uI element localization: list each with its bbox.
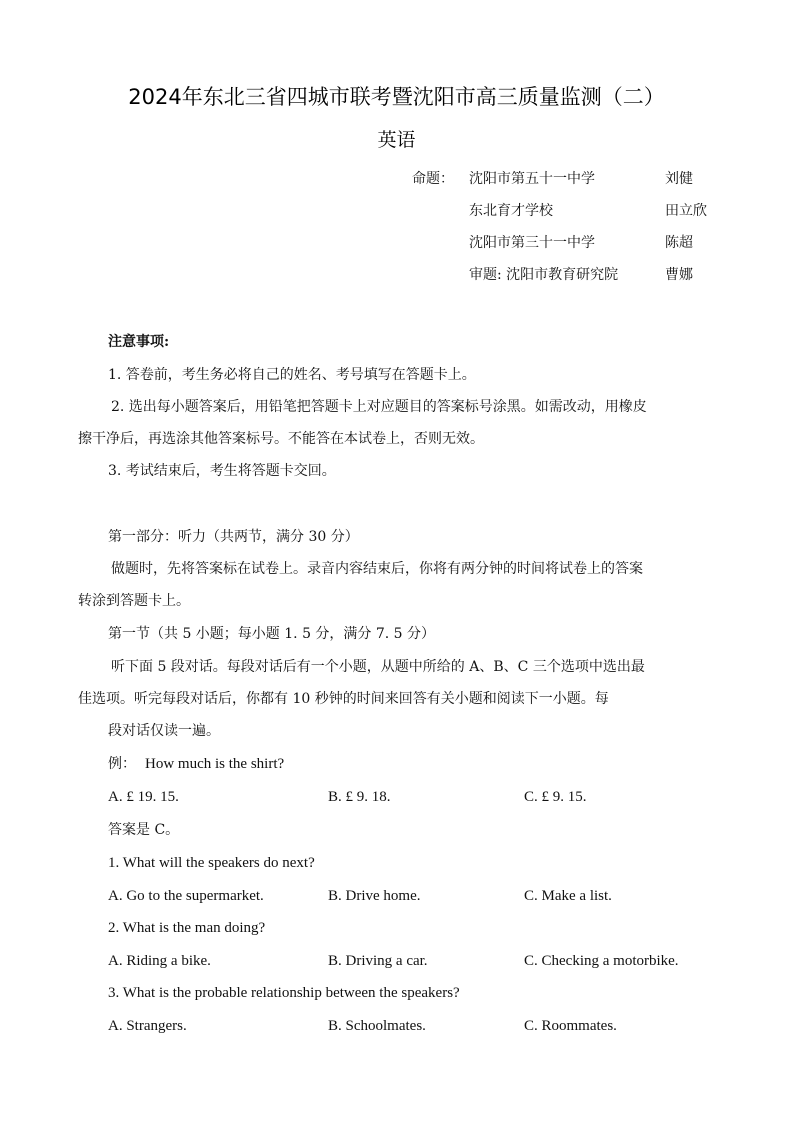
subject-title: 英语 bbox=[377, 129, 416, 151]
proposition-label: 命题： bbox=[412, 171, 454, 187]
exam-title: 2024年东北三省四城市联考暨沈阳市高三质量监测（二） bbox=[128, 85, 665, 109]
question-option: C. Make a list. bbox=[524, 888, 612, 904]
review-person: 曹娜 bbox=[665, 267, 693, 283]
section1-instructions: 听下面 5 段对话。每段对话后有一个小题，从题中所给的 A、B、C 三个选项中选出最 bbox=[111, 659, 645, 675]
part1-heading: 第一部分：听力（共两节，满分 30 分） bbox=[108, 529, 359, 545]
credit-school: 东北育才学校 bbox=[469, 203, 553, 219]
example-answer: 答案是 C。 bbox=[108, 822, 180, 838]
question-option: A. Riding a bike. bbox=[108, 953, 211, 969]
credit-person: 田立欣 bbox=[665, 203, 707, 219]
note-item: 1. 答卷前，考生务必将自己的姓名、考号填写在答题卡上。 bbox=[108, 367, 476, 383]
note-item-continued: 擦干净后，再选涂其他答案标号。不能答在本试卷上，否则无效。 bbox=[78, 431, 484, 447]
credit-person: 刘健 bbox=[665, 171, 693, 187]
question-option: B. Driving a car. bbox=[328, 953, 428, 969]
section1-instructions-continued: 段对话仅读一遍。 bbox=[108, 723, 220, 739]
question-option: B. Schoolmates. bbox=[328, 1018, 426, 1034]
section1-instructions-continued: 佳选项。听完每段对话后，你都有 10 秒钟的时间来回答有关小题和阅读下一小题。每 bbox=[78, 691, 609, 707]
note-item: 2. 选出每小题答案后，用铅笔把答题卡上对应题目的答案标号涂黑。如需改动，用橡皮 bbox=[111, 399, 647, 415]
note-item: 3. 考试结束后，考生将答题卡交回。 bbox=[108, 463, 336, 479]
example-option: C. £ 9. 15. bbox=[524, 789, 587, 805]
part1-intro: 做题时，先将答案标在试卷上。录音内容结束后，你将有两分钟的时间将试卷上的答案 bbox=[111, 561, 643, 577]
question-option: C. Checking a motorbike. bbox=[524, 953, 679, 969]
example-option: A. £ 19. 15. bbox=[108, 789, 179, 805]
notes-heading: 注意事项: bbox=[108, 334, 170, 350]
credit-person: 陈超 bbox=[665, 235, 693, 251]
question-text: 1. What will the speakers do next? bbox=[108, 855, 315, 871]
part1-intro-continued: 转涂到答题卡上。 bbox=[78, 593, 190, 609]
question-text: 2. What is the man doing? bbox=[108, 920, 266, 936]
question-option: A. Strangers. bbox=[108, 1018, 187, 1034]
question-text: 3. What is the probable relationship between the speakers? bbox=[108, 985, 460, 1001]
section1-heading: 第一节（共 5 小题；每小题 1. 5 分，满分 7. 5 分） bbox=[108, 626, 436, 642]
credit-school: 沈阳市第三十一中学 bbox=[469, 235, 595, 251]
question-option: A. Go to the supermarket. bbox=[108, 888, 264, 904]
example-label: 例： bbox=[108, 756, 136, 772]
credit-school: 沈阳市第五十一中学 bbox=[469, 171, 595, 187]
question-option: B. Drive home. bbox=[328, 888, 421, 904]
example-question: How much is the shirt? bbox=[145, 756, 285, 772]
example-option: B. £ 9. 18. bbox=[328, 789, 391, 805]
review-school: 审题: 沈阳市教育研究院 bbox=[469, 267, 619, 283]
question-option: C. Roommates. bbox=[524, 1018, 617, 1034]
